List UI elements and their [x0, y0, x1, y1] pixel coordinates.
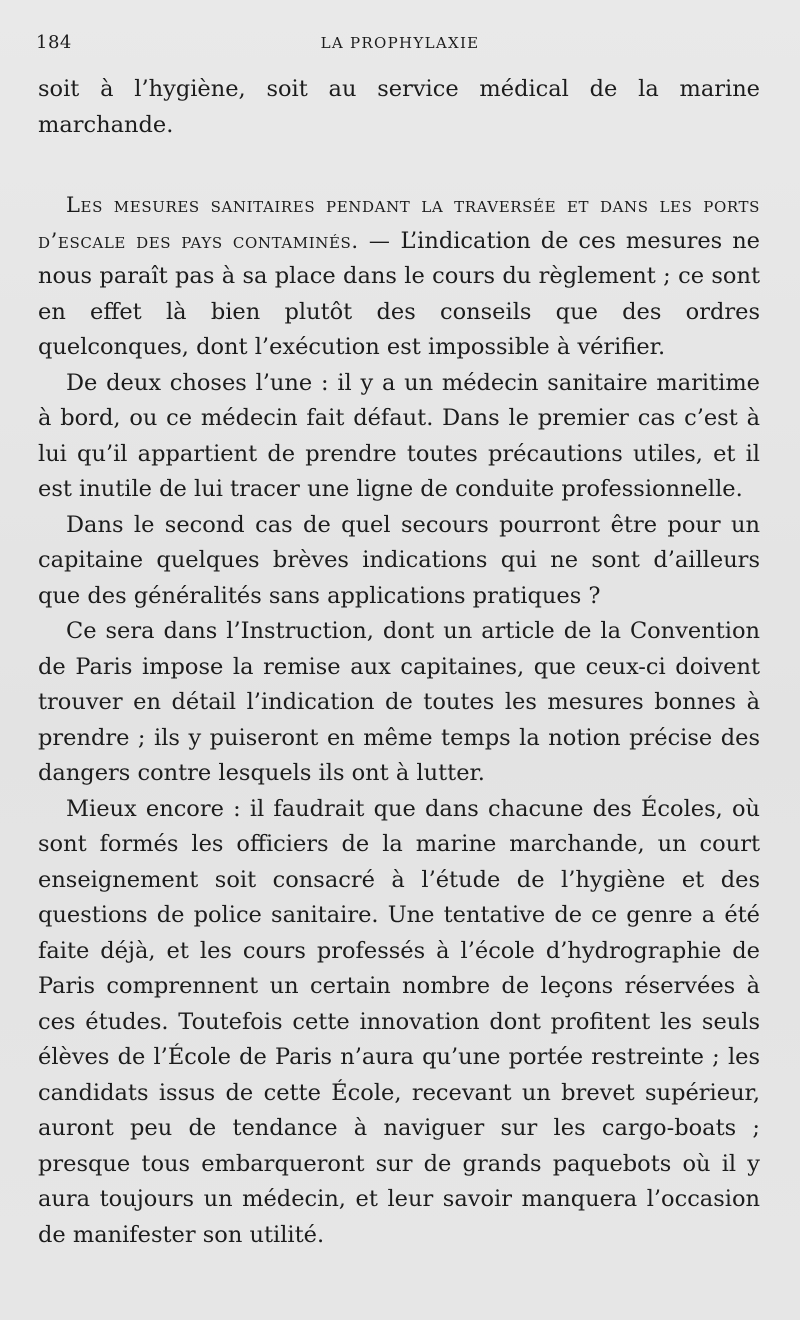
page-header [36, 32, 764, 56]
paragraph-ecoles: Mieux encore : il faudrait que dans chacune des Écoles, où sont formés les officiers de la marine marchande, un court enseignement soit consacré à l’étude de l’hygiène et des questions de police sanitaire. Une tentative de ce genre a été faite déjà, et les cours professés à l’école d’hydrographie de Paris comprennent un certain nombre de leçons réservées à ces études. Toutefois cette innovation dont profitent les seuls élèves de l’École de Paris n’aura qu’une portée restreinte ; les candidats issus de cette École, recevant un brevet supérieur, auront peu de tendance à naviguer sur les cargo-boats ; presque tous embarqueront sur de grands paquebots où il y aura toujours un médecin, et leur savoir manquera l’occasion de manifester son utilité. [38, 795, 760, 1248]
section-heading: Les mesures sanitaires pendant la traversée et dans les ports d’escale des pays contaminés. — [38, 193, 760, 253]
section-paragraph [38, 188, 760, 366]
section-text: L’indication de ces mesures ne nous paraît pas à sa place dans le cours du règlement ; ce sont en effet là bien plutôt des conseils que des ordres quelconques, dont l’exécution est impossible à vérifier. [38, 227, 760, 360]
paragraph-deux-choses: De deux choses l’une : il y a un médecin sanitaire maritime à bord, ou ce médecin fait défaut. Dans le premier cas c’est à lui qu’il appartient de prendre toutes précautions utiles, et il est inutile de lui tracer une ligne de conduite professionnelle. [38, 369, 760, 502]
paragraph-second-cas: Dans le second cas de quel secours pourront être pour un capitaine quelques brèves indications qui ne sont d’ailleurs que des généralités sans applications pratiques ? [38, 511, 760, 609]
paragraph-continuation: soit à l’hygiène, soit au service médical de la marine marchande. [38, 76, 760, 138]
running-title: LA PROPHYLAXIE [320, 34, 480, 52]
page-number: 184 [36, 32, 72, 53]
body-text [38, 72, 760, 1253]
paragraph-instruction: Ce sera dans l’Instruction, dont un article de la Convention de Paris impose la remise aux capitaines, que ceux-ci doivent trouver en détail l’indication de toutes les mesures bonnes à prendre ; ils y puiseront en même temps la notion précise des dangers contre lesquels ils ont à lutter. [38, 618, 760, 786]
